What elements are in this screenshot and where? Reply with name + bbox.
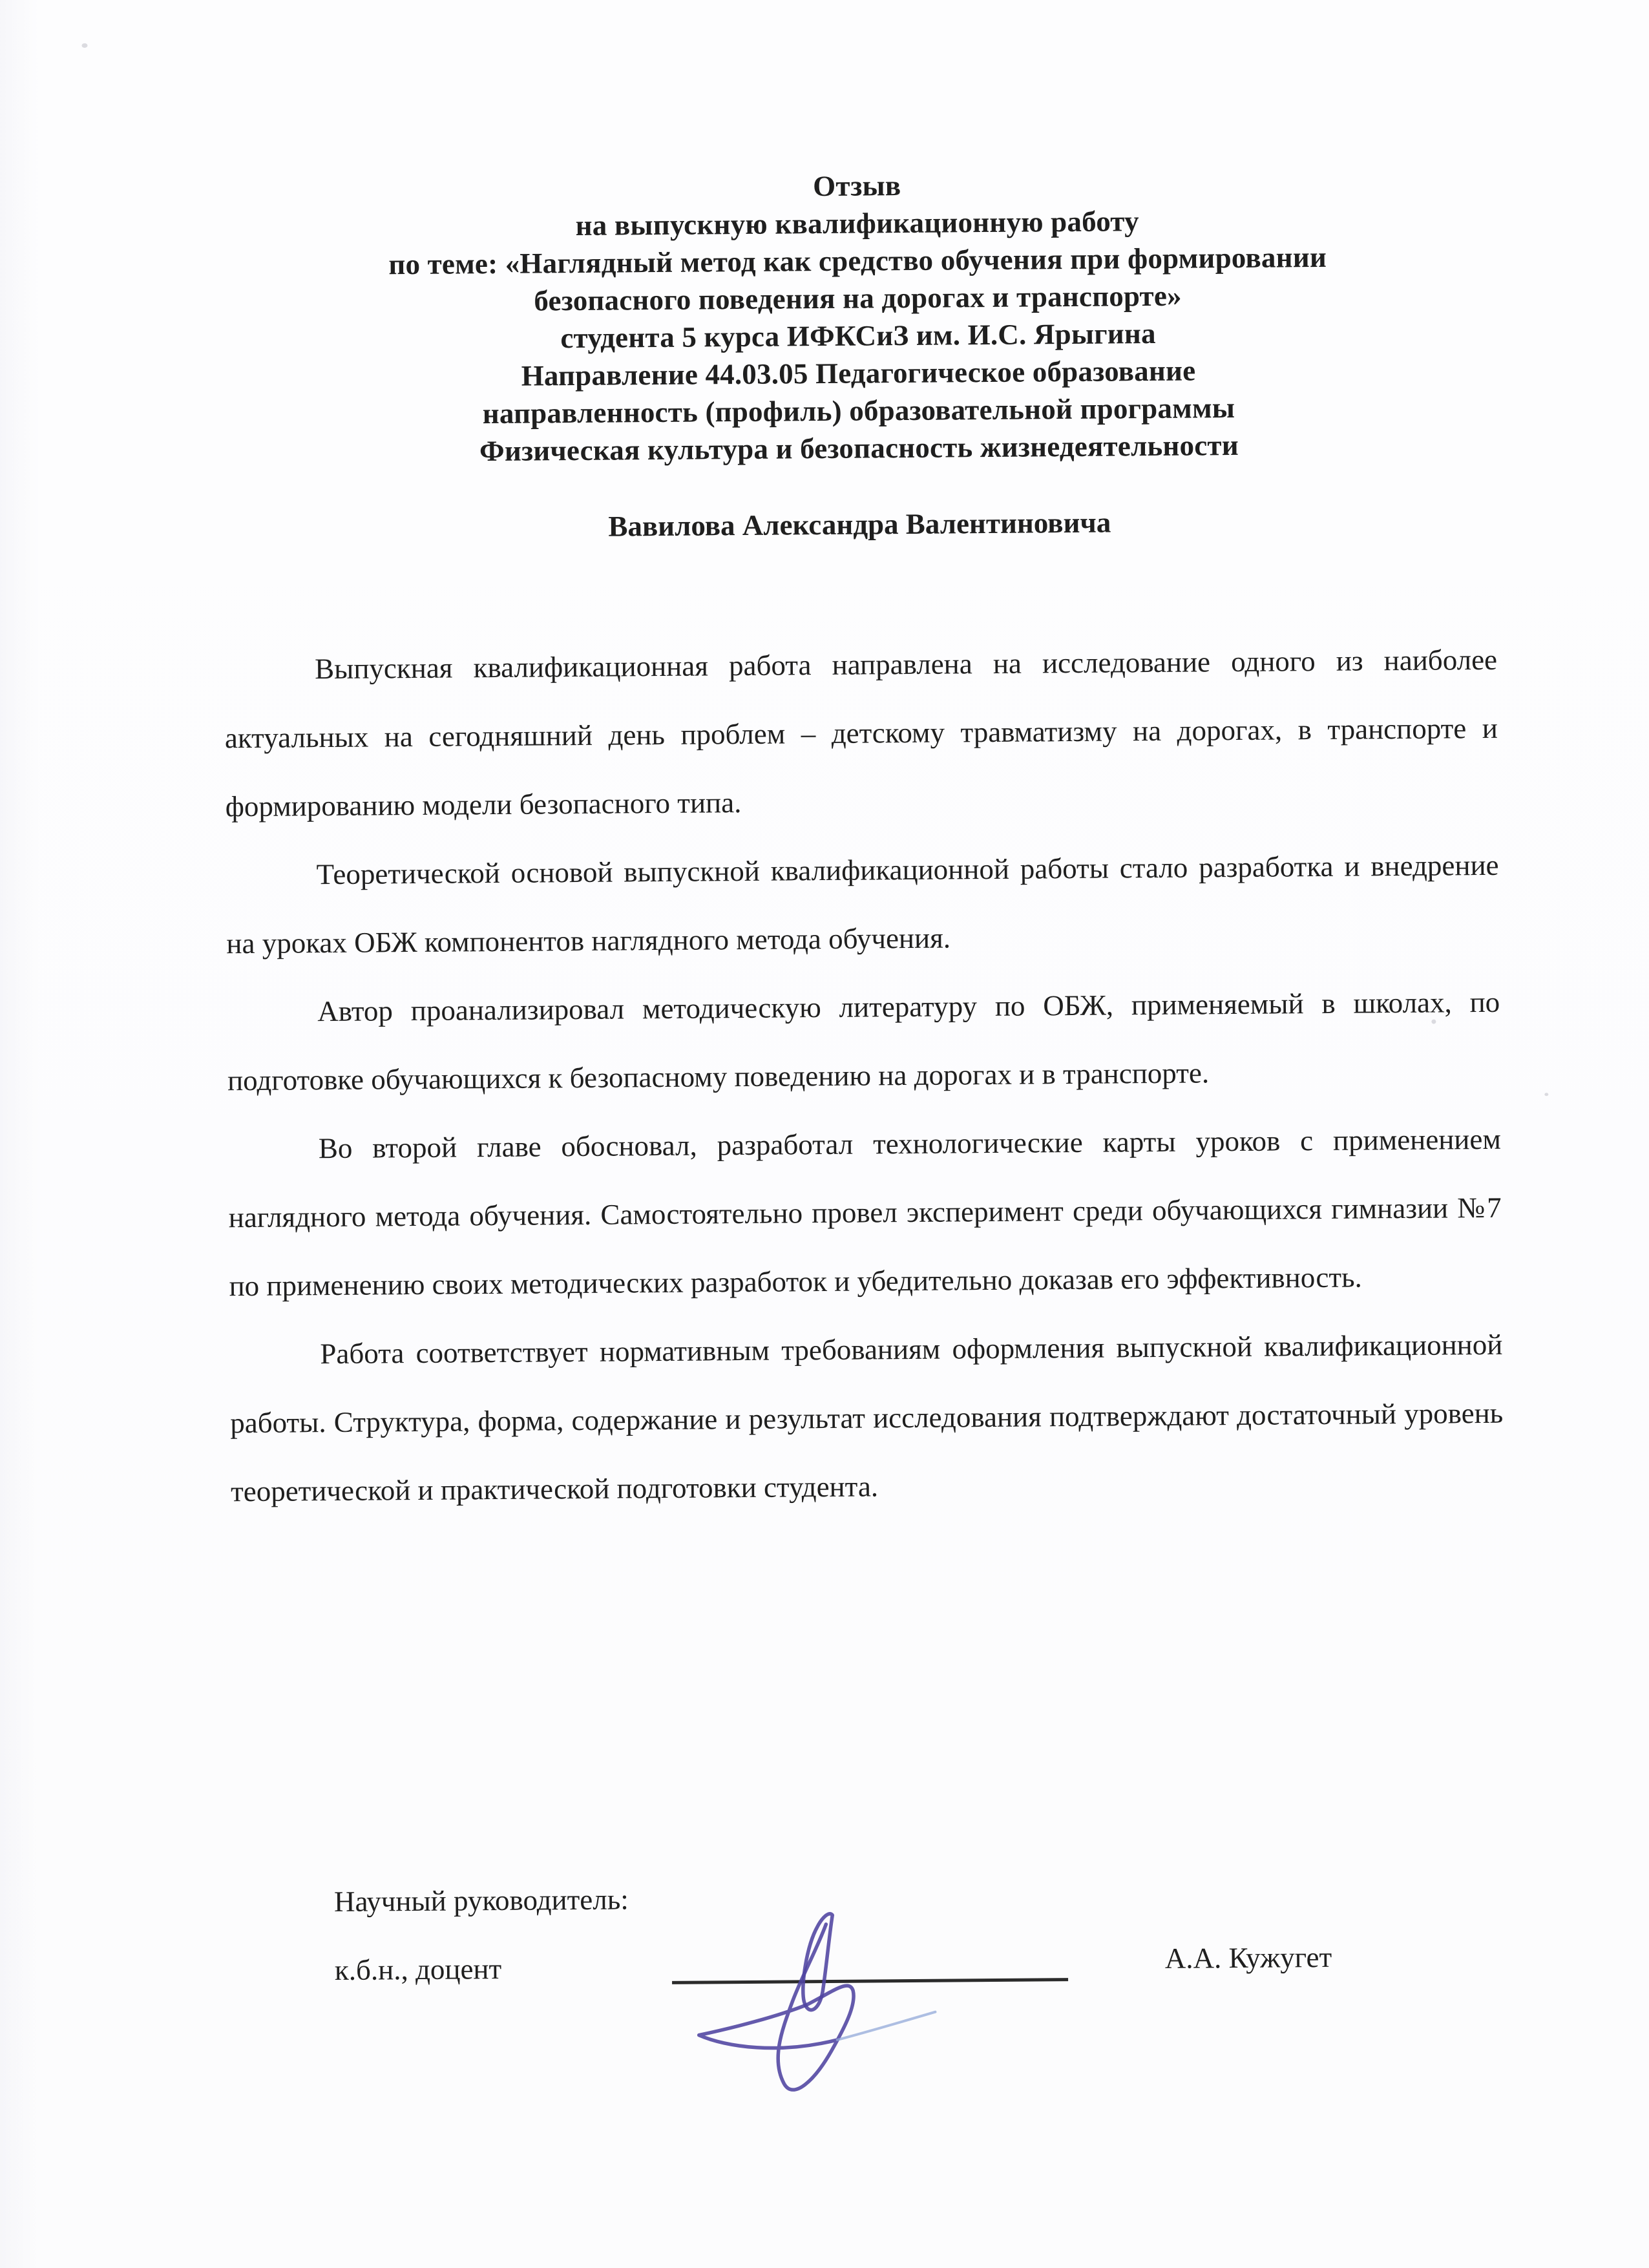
title-line: по теме: «Наглядный метод как средство обучения при формировании bbox=[388, 240, 1327, 281]
supervisor-label: Научный руководитель: bbox=[333, 1883, 629, 1918]
title-line: безопасного поведения на дорогах и транспорте» bbox=[534, 279, 1182, 317]
supervisor-degree: к.б.н., доцент bbox=[334, 1952, 502, 1987]
student-name: Вавилова Александра Валентиновича bbox=[608, 506, 1111, 543]
review-body bbox=[224, 625, 1504, 1526]
title-line: Физическая культура и безопасность жизнедеятельности bbox=[479, 428, 1239, 468]
paragraph: Работа соответствует нормативным требованиям оформления выпускной квалификационной работы. Структура, форма, содержание и результат исследования подтверждают достаточный уровень теоретической и практической подготовки студента. bbox=[230, 1328, 1504, 1508]
paragraph: Автор проанализировал методическую литературу по ОБЖ, применяемый в школах, по подготовке обучающихся к безопасному поведению на дорогах и в транспорте. bbox=[227, 985, 1500, 1097]
title-line: студента 5 курса ИФКСиЗ им. И.С. Ярыгина bbox=[560, 317, 1156, 355]
supervisor-name: А.А. Кужугет bbox=[1164, 1940, 1332, 1975]
title-line: Отзыв bbox=[812, 169, 901, 203]
title-line: Направление 44.03.05 Педагогическое образование bbox=[521, 354, 1196, 392]
scan-speck bbox=[1431, 1020, 1436, 1024]
document-title-block bbox=[162, 162, 1554, 472]
signature-ink bbox=[680, 1906, 952, 2101]
title-line: на выпускную квалификационную работу bbox=[575, 205, 1139, 242]
paragraph: Во второй главе обосновал, разработал технологические карты уроков с применением наглядного метода обучения. Самостоятельно провел эксперимент среди обучающихся гимназии №7 по применению своих методических разработок и убедительно доказав его эффективность. bbox=[228, 1122, 1502, 1303]
scan-speck bbox=[81, 43, 87, 48]
scan-speck bbox=[1544, 1093, 1548, 1096]
paragraph: Теоретической основой выпускной квалификационной работы стало разработка и внедрение на уроках ОБЖ компонентов наглядного метода обучения. bbox=[226, 848, 1499, 960]
title-line: направленность (профиль) образовательной программы bbox=[482, 391, 1235, 430]
paragraph: Выпускная квалификационная работа направлена на исследование одного из наиболее актуальных на сегодняшний день проблем – детскому травматизму на дорогах, в транспорте и формированию модели безопасного типа. bbox=[224, 643, 1498, 823]
